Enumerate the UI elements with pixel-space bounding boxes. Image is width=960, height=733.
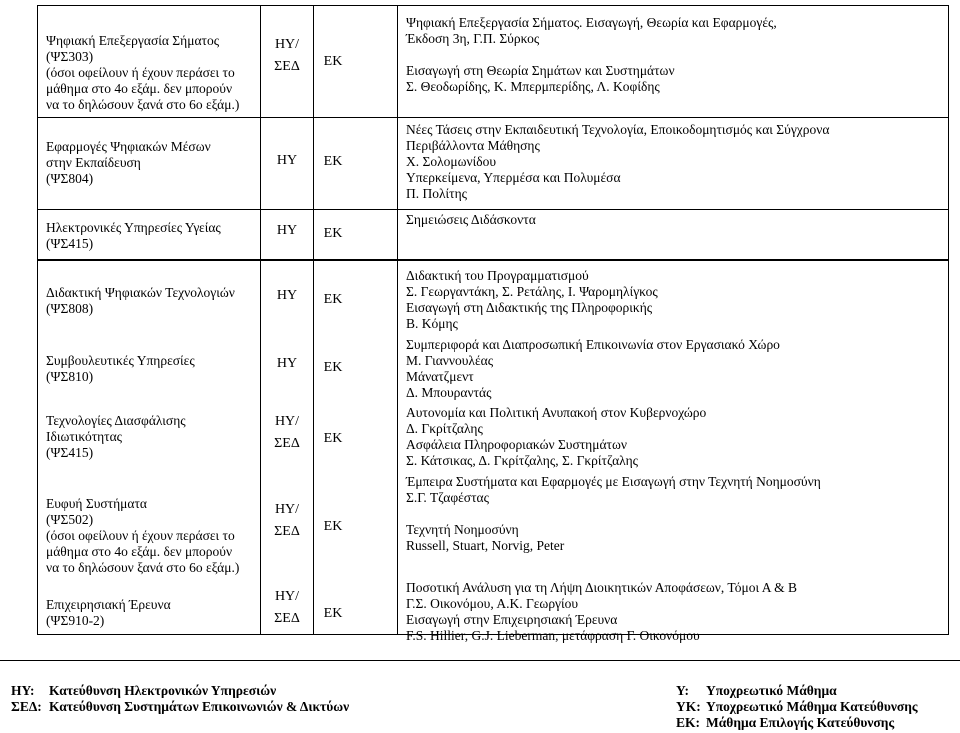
course-direction: ΗΥ/ ΣΕΔ — [274, 37, 300, 74]
column-divider — [313, 6, 314, 634]
textbooks: Ποσοτική Ανάλυση για τη Λήψη Διοικητικών Αποφάσεων, Τόμοι Α & Β Γ.Σ. Οικονόμου, Α.Κ. Γεωργίου Εισαγωγή στην Επιχειρησιακή Έρευνα F.S. Hillier, G.J. Lieberman, μετάφραση Γ. Οικονόμου — [406, 580, 797, 643]
course-type: ΕΚ — [323, 292, 343, 307]
course-type: ΕΚ — [323, 360, 343, 375]
course-name: Επιχειρησιακή Έρευνα (ΨΣ910-2) — [46, 597, 171, 628]
legend-item: ΥΚ: Υποχρεωτικό Μάθημα Κατεύθυνσης — [676, 699, 918, 714]
legend-item: ΗΥ: Κατεύθυνση Ηλεκτρονικών Υπηρεσιών — [11, 683, 277, 698]
course-name: Ευφυή Συστήματα (ΨΣ502) (όσοι οφείλουν ή έχουν περάσει το μάθημα στο 4ο εξάμ. δεν μπορούν να το δηλώσουν ξανά στο 6ο εξάμ.) — [46, 496, 240, 575]
column-divider — [397, 6, 398, 634]
textbooks: Συμπεριφορά και Διαπροσωπική Επικοινωνία στον Εργασιακό Χώρο Μ. Γιαννουλέας Μάνατζμεντ Δ. Μπουραντάς — [406, 337, 780, 400]
course-type: ΕΚ — [323, 226, 343, 241]
legend-directions — [11, 683, 349, 715]
course-name: Διδακτική Ψηφιακών Τεχνολογιών (ΨΣ808) — [46, 285, 235, 316]
course-direction: ΗΥ — [276, 223, 298, 238]
legend-item: Υ: Υποχρεωτικό Μάθημα — [676, 683, 837, 698]
course-type: ΕΚ — [323, 606, 343, 621]
course-direction: ΗΥ — [276, 356, 298, 371]
course-name: Εφαρμογές Ψηφιακών Μέσων στην Εκπαίδευση (ΨΣ804) — [46, 139, 211, 186]
course-name: Τεχνολογίες Διασφάλισης Ιδιωτικότητας (ΨΣ415) — [46, 413, 186, 460]
course-direction: ΗΥ/ ΣΕΔ — [274, 414, 300, 451]
legend-types — [676, 683, 918, 731]
legend-rule — [0, 660, 960, 661]
row-divider — [38, 209, 948, 210]
course-name: Συμβουλευτικές Υπηρεσίες (ΨΣ810) — [46, 353, 195, 384]
courses-table — [37, 5, 949, 643]
course-type: ΕΚ — [323, 431, 343, 446]
legend-item: ΕΚ: Μάθημα Επιλογής Κατεύθυνσης — [676, 715, 895, 730]
legend-item: ΣΕΔ: Κατεύθυνση Συστημάτων Επικοινωνιών & Δικτύων — [11, 699, 350, 714]
textbooks: Νέες Τάσεις στην Εκπαιδευτική Τεχνολογία, Εποικοδομητισμός και Σύγχρονα Περιβάλλοντα Μάθησης Χ. Σολομωνίδου Υπερκείμενα, Υπερμέσα και Πολυμέσα Π. Πολίτης — [406, 122, 830, 201]
course-type: ΕΚ — [323, 54, 343, 69]
textbooks: Διδακτική του Προγραμματισμού Σ. Γεωργαντάκη, Σ. Ρετάλης, Ι. Ψαρομηλίγκος Εισαγωγή στη Διδακτικής της Πληροφορικής Β. Κόμης — [406, 268, 658, 331]
course-type: ΕΚ — [323, 154, 343, 169]
section-divider — [38, 259, 948, 261]
textbooks: Αυτονομία και Πολιτική Ανυπακοή στον Κυβερνοχώρο Δ. Γκρίτζαλης Ασφάλεια Πληροφοριακών Συστημάτων Σ. Κάτσικας, Δ. Γκρίτζαλης, Σ. Γκρίτζαλης — [406, 405, 707, 468]
course-direction: ΗΥ/ ΣΕΔ — [274, 589, 300, 626]
course-direction: ΗΥ — [276, 288, 298, 303]
course-name: Ηλεκτρονικές Υπηρεσίες Υγείας (ΨΣ415) — [46, 220, 221, 251]
textbooks: Έμπειρα Συστήματα και Εφαρμογές με Εισαγωγή στην Τεχνητή Νοημοσύνη Σ.Γ. Τζαφέστας Τεχνητή Νοημοσύνη Russell, Stuart, Norvig, Peter — [406, 474, 821, 553]
textbooks: Σημειώσεις Διδάσκοντα — [406, 212, 536, 227]
row-divider — [38, 117, 948, 118]
course-direction: ΗΥ/ ΣΕΔ — [274, 502, 300, 539]
course-direction: ΗΥ — [276, 153, 298, 168]
course-name: Ψηφιακή Επεξεργασία Σήματος (ΨΣ303) (όσοι οφείλουν ή έχουν περάσει το μάθημα στο 4ο εξάμ. δεν μπορούν να το δηλώσουν ξανά στο 6ο εξάμ.) — [46, 33, 240, 112]
course-type: ΕΚ — [323, 519, 343, 534]
textbooks: Ψηφιακή Επεξεργασία Σήματος. Εισαγωγή, Θεωρία και Εφαρμογές, Έκδοση 3η, Γ.Π. Σύρκος Εισαγωγή στη Θεωρία Σημάτων και Συστημάτων Σ. Θεοδωρίδης, Κ. Μπερμπερίδης, Λ. Κοφίδης — [406, 15, 777, 94]
